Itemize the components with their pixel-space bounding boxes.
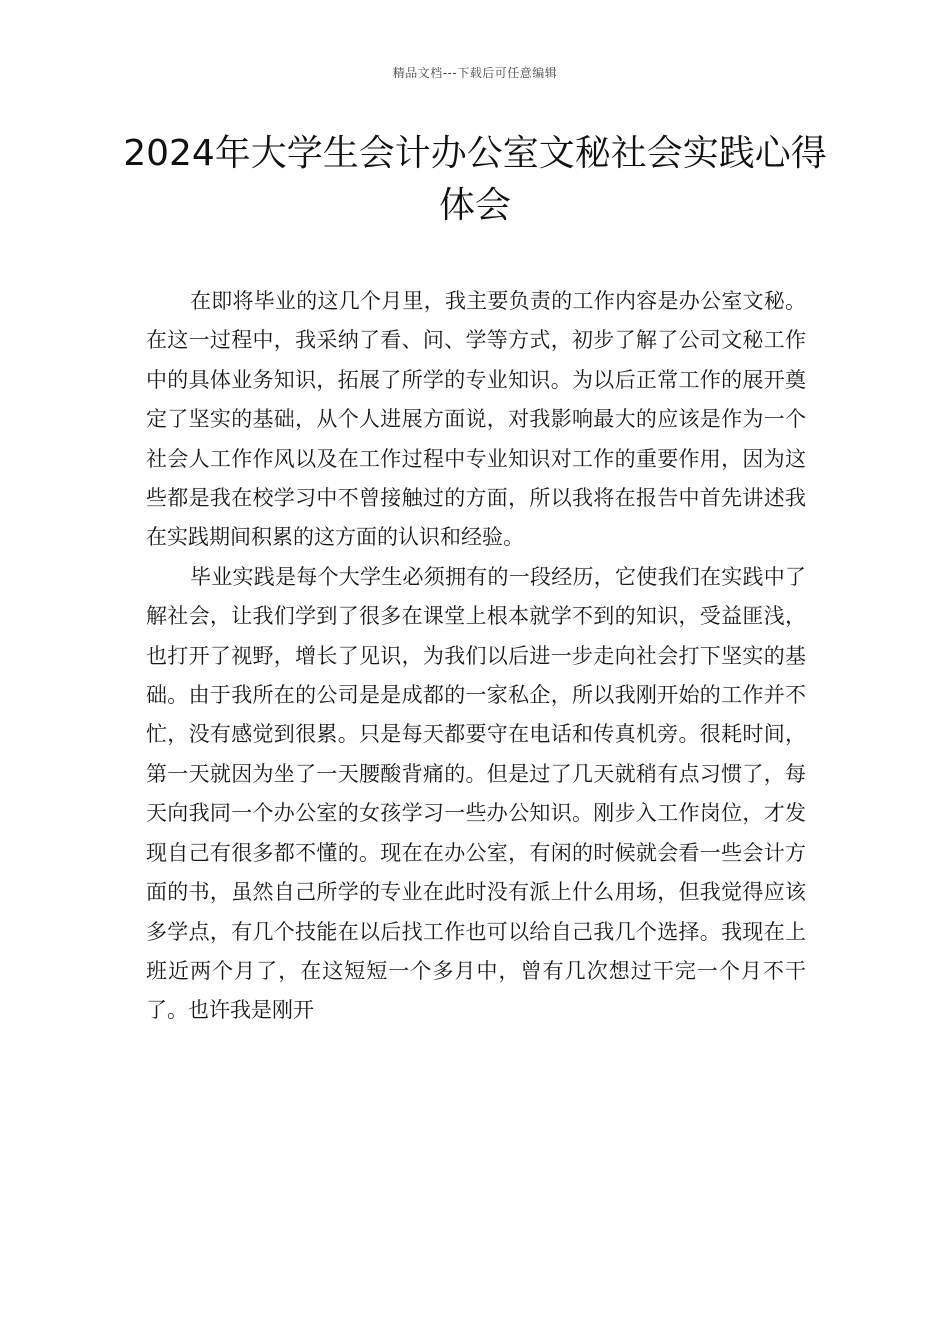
paragraph-1: 在即将毕业的这几个月里，我主要负责的工作内容是办公室文秘。在这一过程中，我采纳了看、问、学等方式，初步了解了公司文秘工作中的具体业务知识，拓展了所学的专业知识。为以后正常工作的展开奠定了坚实的基础，从个人进展方面说，对我影响最大的应该是作为一个社会人工作作风以及在工作过程中专业知识对工作的重要作用，因为这些都是我在校学习中不曾接触过的方面，所以我将在报告中首先讲述我在实践期间积累的这方面的认识和经验。 xyxy=(146,289,806,550)
document-body xyxy=(146,282,806,1031)
document-title: 2024年大学生会计办公室文秘社会实践心得体会 xyxy=(123,133,827,226)
paragraph-2: 毕业实践是每个大学生必须拥有的一段经历，它使我们在实践中了解社会，让我们学到了很多在课堂上根本就学不到的知识，受益匪浅，也打开了视野，增长了见识，为我们以后进一步走向社会打下坚实的基础。由于我所在的公司是是成都的一家私企，所以我刚开始的工作并不忙，没有感觉到很累。只是每天都要守在电话和传真机旁。很耗时间，第一天就因为坐了一天腰酸背痛的。但是过了几天就稍有点习惯了，每天向我同一个办公室的女孩学习一些办公知识。刚步入工作岗位，才发现自己有很多都不懂的。现在在办公室，有闲的时候就会看一些会计方面的书，虽然自己所学的专业在此时没有派上什么用场，但我觉得应该多学点，有几个技能在以后找工作也可以给自己我几个选择。我现在上班近两个月了，在这短短一个多月中，曾有几次想过干完一个月不干了。也许我是刚开 xyxy=(146,564,806,1023)
header-note: 精品文档---下载后可任意编辑 xyxy=(392,66,558,80)
